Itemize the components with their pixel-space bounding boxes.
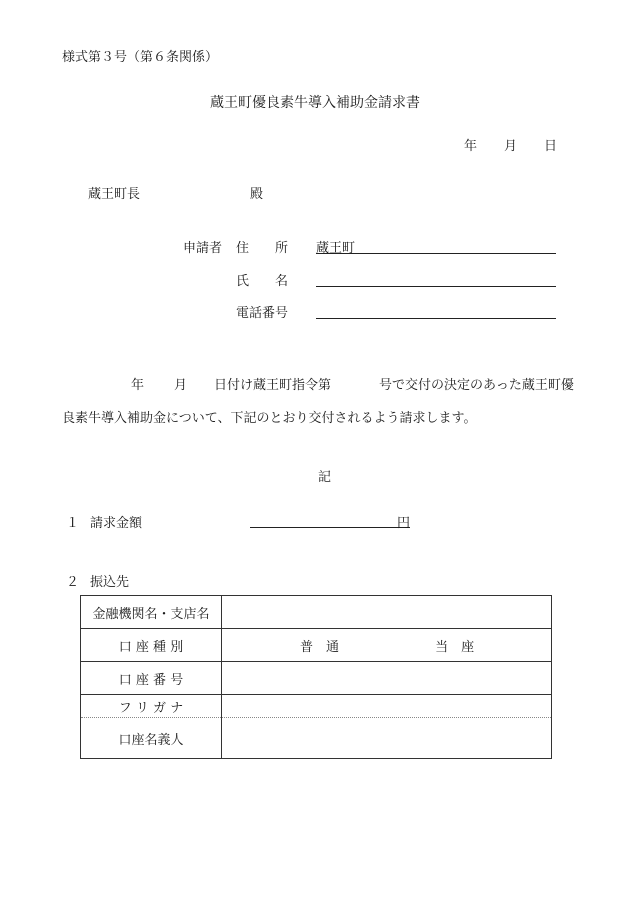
table-row — [81, 629, 552, 662]
item1-label: 請求金額 — [90, 516, 143, 531]
table-row — [81, 662, 552, 695]
address-value[interactable]: 蔵王町 — [316, 241, 356, 256]
bank-transfer-table — [80, 595, 552, 759]
account-number-label: 口 座 番 号 — [81, 662, 222, 695]
body-mid: 日付け蔵王町指令第 — [214, 378, 332, 393]
name-label: 氏 名 — [236, 274, 289, 289]
account-holder-label: 口座名義人 — [81, 718, 222, 759]
page-title: 蔵王町優良素牛導入補助金請求書 — [210, 95, 420, 111]
date-year[interactable]: 年 — [464, 139, 478, 154]
account-type-field — [222, 629, 552, 662]
yen-unit: 円 — [397, 516, 411, 531]
body-end: 号で交付の決定のあった蔵王町優 — [379, 378, 574, 393]
applicant-label: 申請者 — [183, 241, 223, 256]
item2-number: ２ — [66, 575, 80, 590]
item1-number: １ — [66, 516, 80, 531]
ki-heading: 記 — [318, 470, 332, 485]
address-label: 住 所 — [236, 241, 289, 256]
account-number-field[interactable] — [222, 662, 552, 695]
body-line2: 良素牛導入補助金について、下記のとおり交付されるよう請求します。 — [62, 411, 477, 426]
item2-label: 振込先 — [90, 575, 130, 590]
account-holder-field[interactable] — [222, 718, 552, 759]
table-row — [81, 695, 552, 718]
body-year: 年 — [131, 378, 145, 393]
address-underline — [316, 253, 556, 254]
table-row — [81, 718, 552, 759]
table-row — [81, 596, 552, 629]
addressee-name: 蔵王町長 — [88, 187, 141, 202]
furigana-label: フ リ ガ ナ — [81, 695, 222, 718]
name-underline[interactable] — [316, 286, 556, 287]
account-type-checking[interactable]: 当 座 — [435, 639, 475, 655]
account-type-label: 口 座 種 別 — [81, 629, 222, 662]
bank-name-field[interactable] — [222, 596, 552, 629]
bank-name-label: 金融機関名・支店名 — [81, 596, 222, 629]
furigana-field[interactable] — [222, 695, 552, 718]
phone-underline[interactable] — [316, 318, 556, 319]
form-number: 様式第３号（第６条関係） — [62, 50, 219, 65]
amount-underline[interactable] — [250, 527, 410, 528]
account-type-ordinary[interactable]: 普 通 — [300, 639, 340, 655]
date-day[interactable]: 日 — [544, 139, 558, 154]
addressee-honorific: 殿 — [250, 187, 264, 202]
date-month[interactable]: 月 — [504, 139, 518, 154]
body-month: 月 — [174, 378, 188, 393]
phone-label: 電話番号 — [236, 306, 289, 321]
